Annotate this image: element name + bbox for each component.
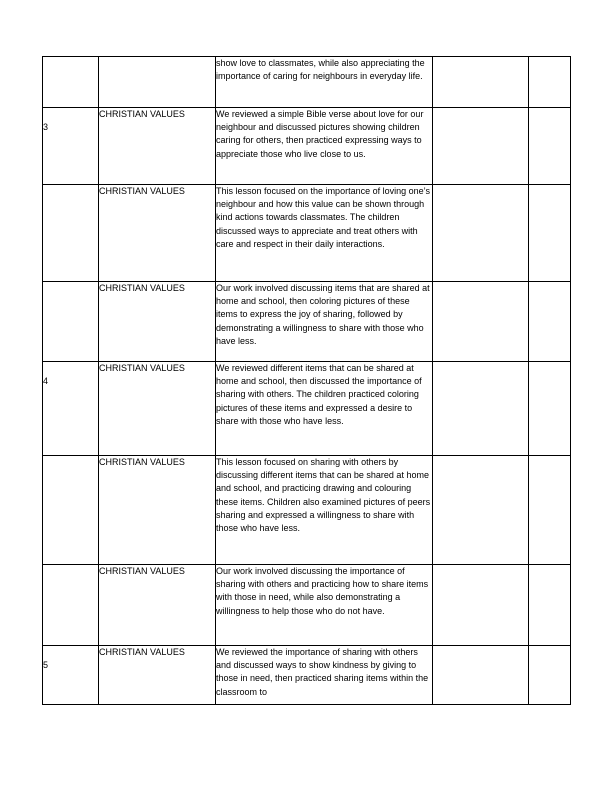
summary-cell: Our work involved discussing items that are shared at home and school, then coloring pictures of these items to express the joy of sharing, followed by demonstrating a willingness to share with those who have less. (216, 282, 433, 362)
table-row (43, 108, 571, 185)
subject-cell: CHRISTIAN VALUES (99, 646, 216, 705)
table-row (43, 282, 571, 362)
blank-cell (529, 362, 571, 456)
summary-cell: We reviewed a simple Bible verse about love for our neighbour and discussed pictures showing children caring for others, then practiced expressing ways to appreciate those who live close to us. (216, 108, 433, 185)
table-row (43, 362, 571, 456)
blank-cell (529, 185, 571, 282)
blank-cell (529, 57, 571, 108)
week-number: 4 (43, 376, 49, 386)
week-cell (43, 57, 99, 108)
subject-cell: CHRISTIAN VALUES (99, 362, 216, 456)
blank-cell (433, 646, 529, 705)
subject-cell: CHRISTIAN VALUES (99, 456, 216, 565)
summary-cell: This lesson focused on sharing with others by discussing different items that can be shared at home and school, and practicing drawing and colouring these items. Children also examined pictures of peers sharing and expressed a willingness to share with those who have less. (216, 456, 433, 565)
table-row (43, 646, 571, 705)
week-cell (43, 646, 99, 705)
blank-cell (529, 565, 571, 646)
week-cell (43, 565, 99, 646)
week-cell (43, 282, 99, 362)
table-row (43, 456, 571, 565)
summary-cell: Our work involved discussing the importance of sharing with others and practicing how to share items with those in need, while also demonstrating a willingness to help those who do not have. (216, 565, 433, 646)
blank-cell (433, 362, 529, 456)
subject-cell: CHRISTIAN VALUES (99, 185, 216, 282)
lesson-log-table (42, 56, 571, 705)
week-cell (43, 108, 99, 185)
blank-cell (433, 456, 529, 565)
blank-cell (433, 282, 529, 362)
week-cell (43, 456, 99, 565)
subject-cell: CHRISTIAN VALUES (99, 565, 216, 646)
summary-cell: This lesson focused on the importance of loving one’s neighbour and how this value can be shown through kind actions towards classmates. The children discussed ways to appreciate and treat others with care and respect in their daily interactions. (216, 185, 433, 282)
subject-cell: CHRISTIAN VALUES (99, 108, 216, 185)
blank-cell (433, 565, 529, 646)
week-cell (43, 362, 99, 456)
table-row (43, 57, 571, 108)
subject-cell (99, 57, 216, 108)
blank-cell (433, 185, 529, 282)
summary-cell: We reviewed the importance of sharing with others and discussed ways to show kindness by giving to those in need, then practiced sharing items within the classroom to (216, 646, 433, 705)
blank-cell (529, 108, 571, 185)
summary-cell: We reviewed different items that can be shared at home and school, then discussed the importance of sharing with others. The children practiced coloring pictures of these items and expressed a desire to share with those who have less. (216, 362, 433, 456)
subject-cell: CHRISTIAN VALUES (99, 282, 216, 362)
week-number: 5 (43, 660, 49, 670)
week-cell (43, 185, 99, 282)
summary-cell: show love to classmates, while also appreciating the importance of caring for neighbours in everyday life. (216, 57, 433, 108)
blank-cell (529, 456, 571, 565)
blank-cell (433, 108, 529, 185)
blank-cell (529, 282, 571, 362)
table-row (43, 185, 571, 282)
week-number: 3 (43, 122, 49, 132)
blank-cell (433, 57, 529, 108)
blank-cell (529, 646, 571, 705)
table-row (43, 565, 571, 646)
